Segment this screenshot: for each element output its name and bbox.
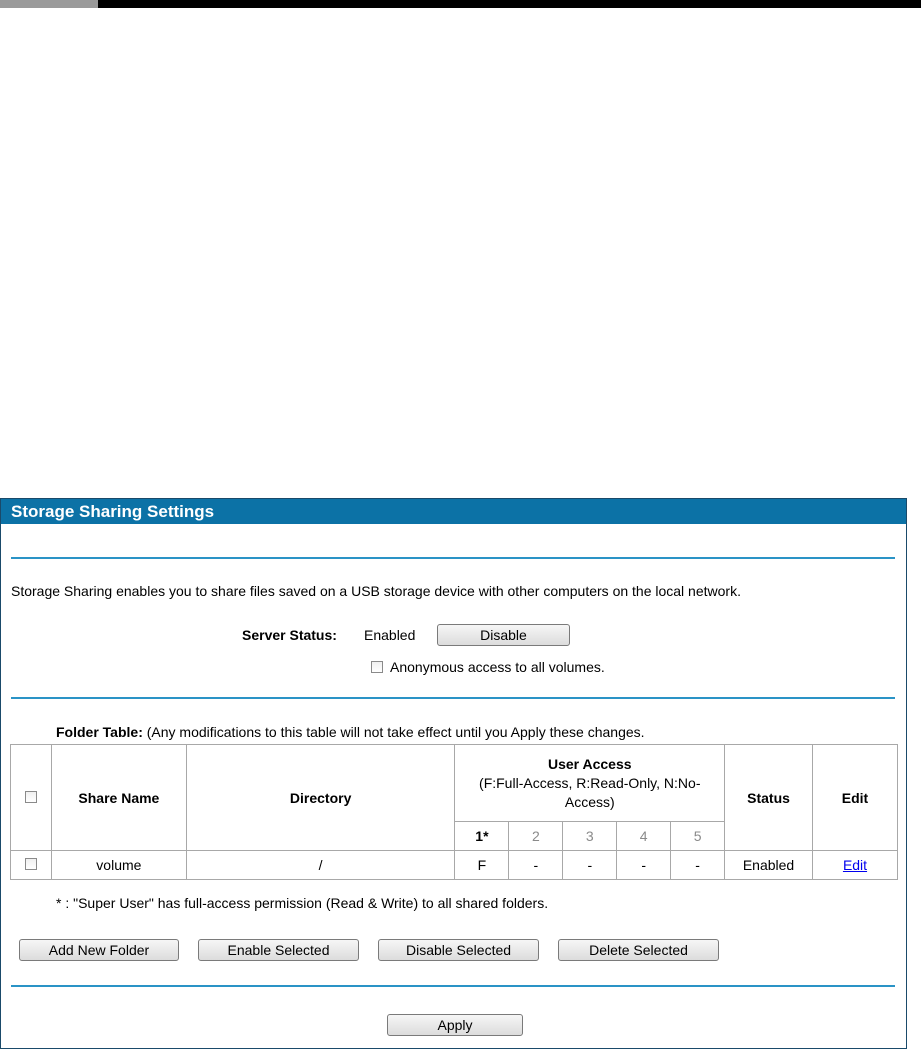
server-status-row [1,624,908,650]
folder-table-note-text: (Any modifications to this table will not take effect until you Apply these changes. [142,724,645,740]
select-all-cell [11,745,52,851]
select-all-checkbox[interactable] [25,791,37,803]
table-row [11,851,898,880]
folder-table-label: Folder Table: [56,724,143,740]
disable-server-button[interactable]: Disable [437,624,570,646]
anonymous-access-label: Anonymous access to all volumes. [390,659,605,675]
top-bar-accent [0,0,98,8]
delete-selected-button[interactable]: Delete Selected [558,939,719,961]
disable-selected-button[interactable]: Disable Selected [378,939,539,961]
row-directory: / [186,851,455,880]
server-status-label: Server Status: [242,627,337,643]
col-status: Status [725,745,813,851]
anonymous-access-checkbox[interactable] [371,661,383,673]
user-col-1: 1* [455,822,509,851]
row-edit-link[interactable]: Edit [842,857,868,873]
enable-selected-button[interactable]: Enable Selected [198,939,359,961]
col-edit: Edit [813,745,898,851]
row-status: Enabled [725,851,813,880]
row-edit-cell [813,851,898,880]
folder-table-note [56,724,645,740]
add-new-folder-button[interactable]: Add New Folder [19,939,179,961]
user-col-2: 2 [509,822,563,851]
row-access-2: - [509,851,563,880]
row-access-3: - [563,851,617,880]
storage-sharing-panel [0,498,907,1049]
anonymous-access-row [371,659,605,675]
server-status-value: Enabled [364,627,416,643]
user-access-legend: (F:Full-Access, R:Read-Only, N:No-Access) [479,774,701,810]
super-user-note: * : "Super User" has full-access permission (Read & Write) to all shared folders. [56,895,549,911]
row-share-name: volume [51,851,186,880]
row-access-4: - [617,851,671,880]
user-access-title: User Access [547,755,632,772]
divider-bottom [11,985,895,987]
top-bar [0,0,921,8]
row-access-1: F [455,851,509,880]
row-checkbox[interactable] [25,858,37,870]
row-select-cell [11,851,52,880]
user-col-5: 5 [671,822,725,851]
user-col-3: 3 [563,822,617,851]
apply-button[interactable]: Apply [387,1014,523,1036]
folder-table [10,744,898,880]
col-user-access [455,745,725,822]
panel-title: Storage Sharing Settings [1,499,906,524]
user-col-4: 4 [617,822,671,851]
row-access-5: - [671,851,725,880]
panel-description: Storage Sharing enables you to share files saved on a USB storage device with other computers on the local network. [11,583,741,599]
divider-top [11,557,895,559]
divider-middle [11,697,895,699]
col-share-name: Share Name [51,745,186,851]
col-directory: Directory [186,745,455,851]
